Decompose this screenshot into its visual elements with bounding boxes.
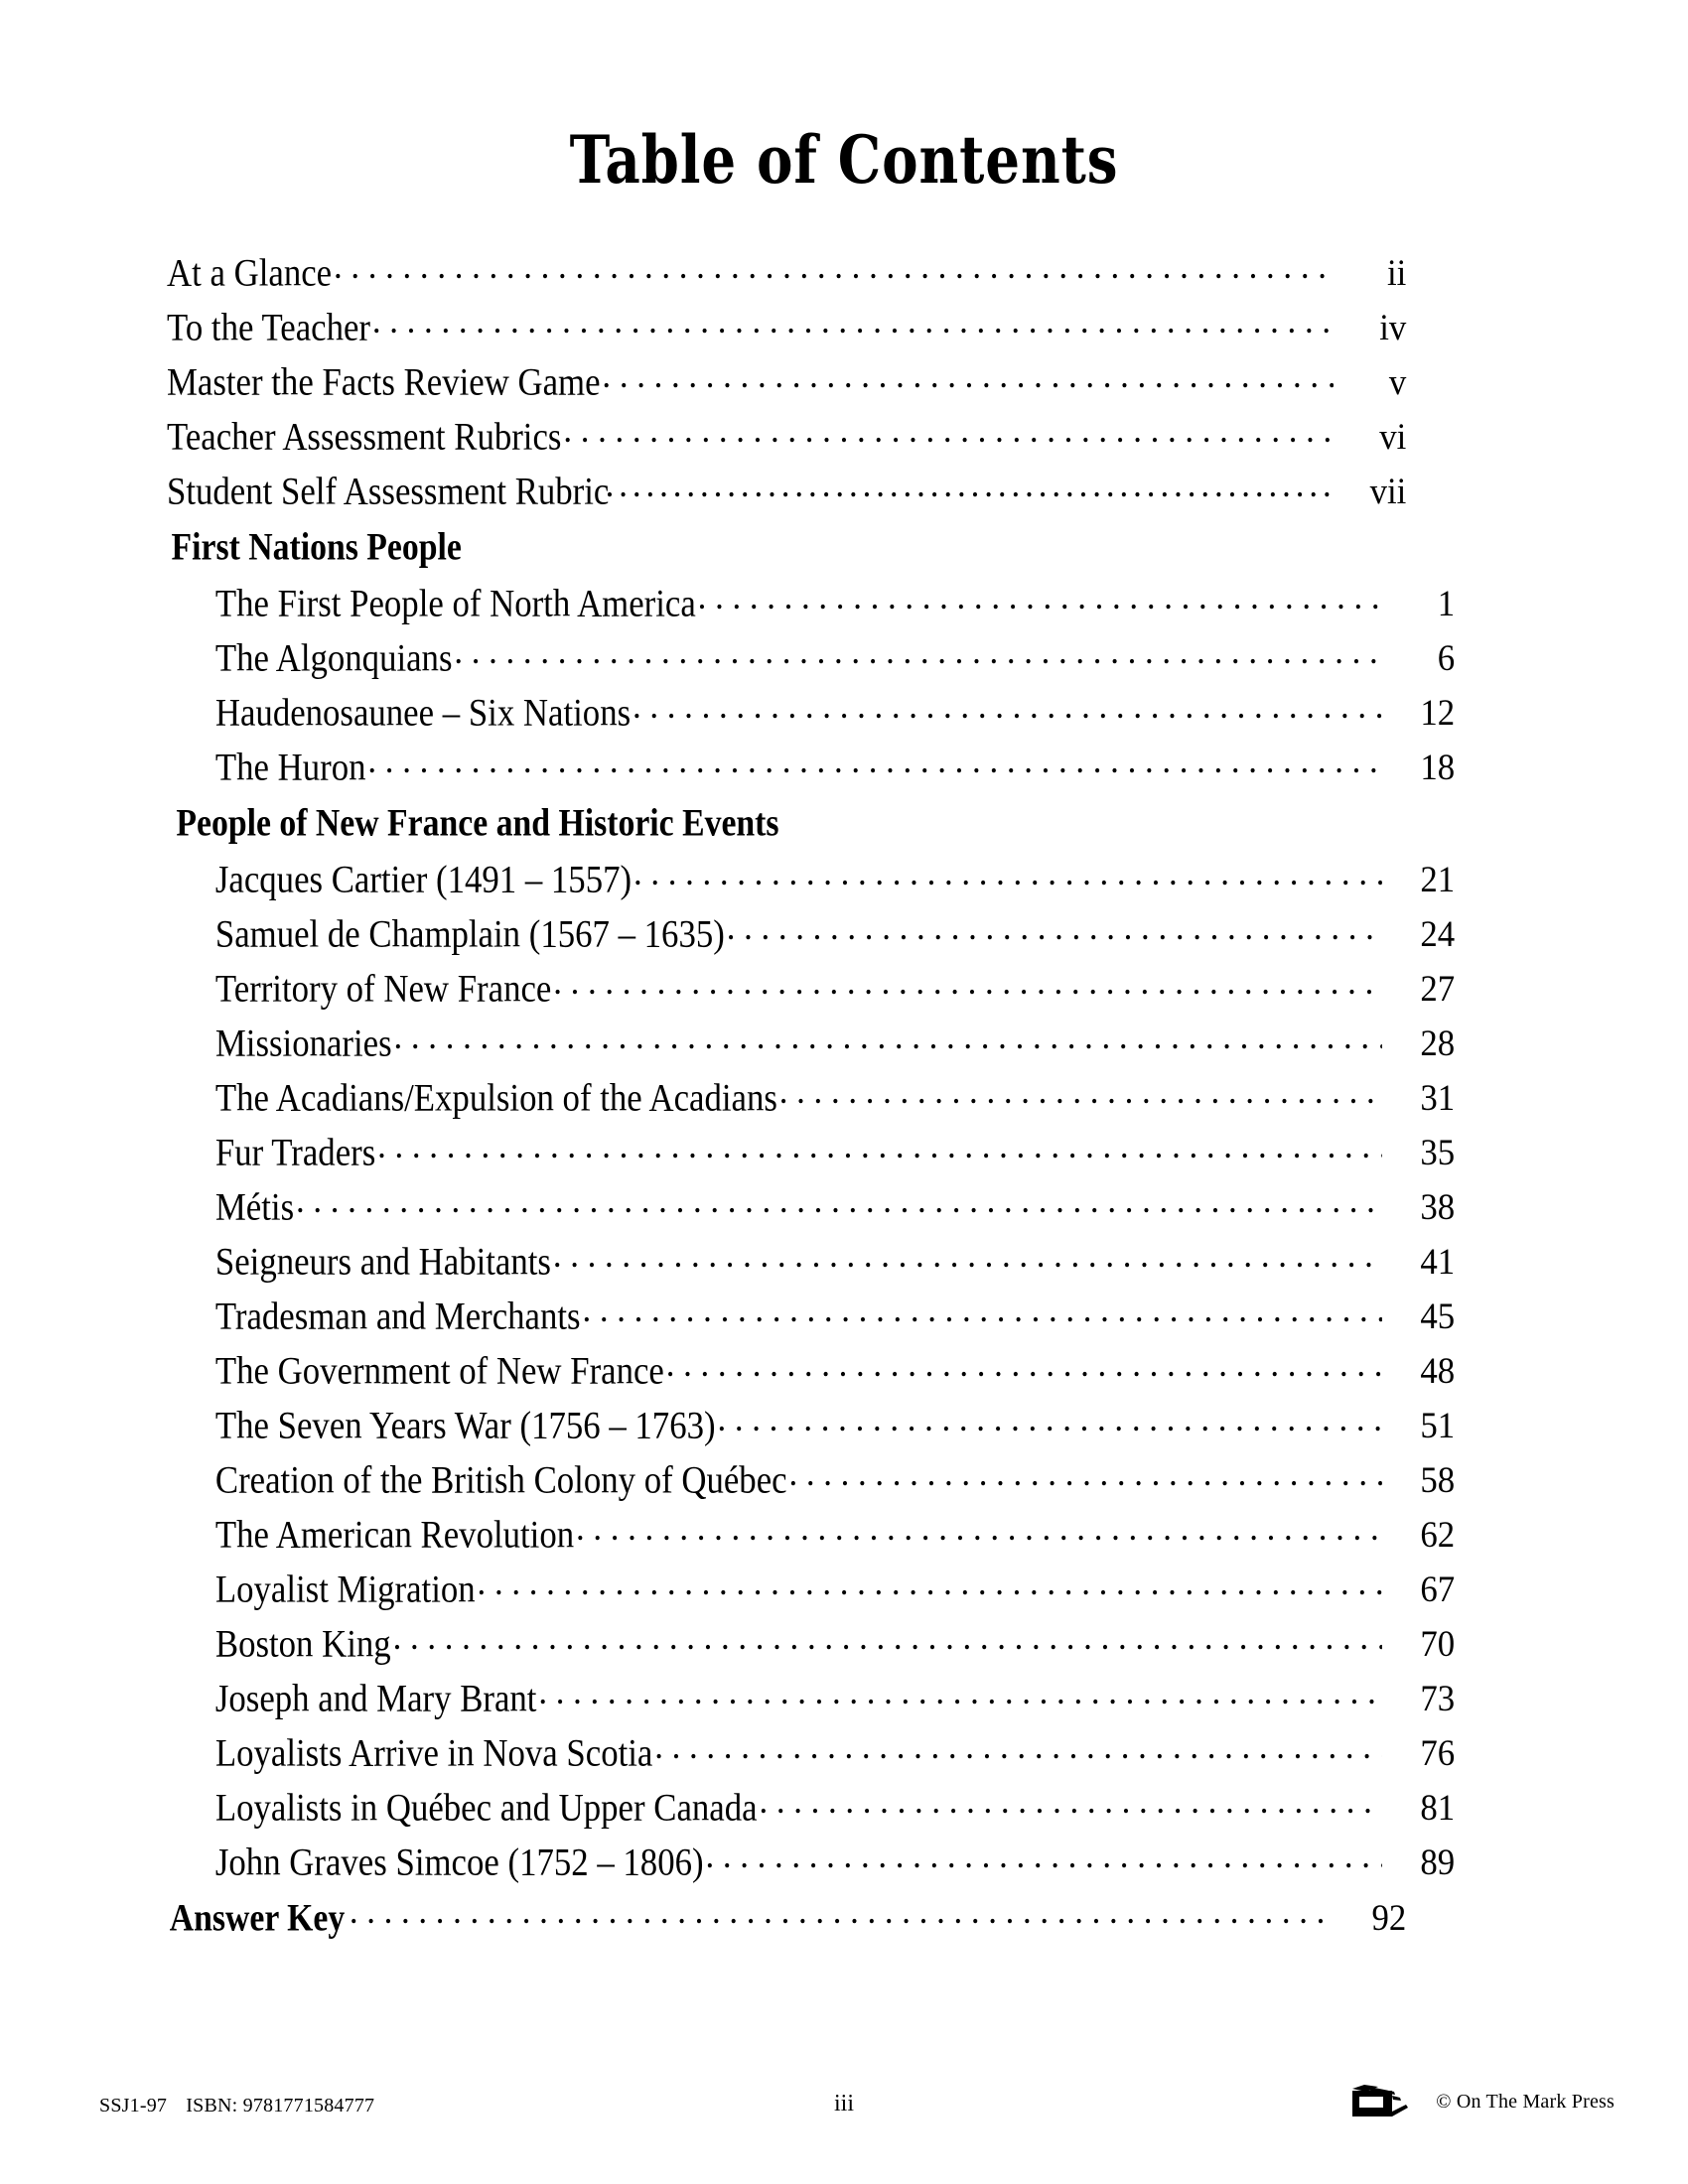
toc-entry-label: Joseph and Mary Brant bbox=[214, 1677, 537, 1721]
on-the-mark-press-logo-icon bbox=[1348, 2081, 1420, 2122]
toc-entry-row[interactable] bbox=[167, 1508, 1455, 1563]
toc-entry-row[interactable] bbox=[167, 1126, 1455, 1180]
toc-entry-page-number: 24 bbox=[1420, 914, 1456, 955]
toc-entry-label: Loyalists in Québec and Upper Canada bbox=[214, 1786, 758, 1831]
toc-entry-label: John Graves Simcoe (1752 – 1806) bbox=[214, 1841, 704, 1885]
dot-leader bbox=[705, 1838, 1381, 1874]
toc-entry-page-number: ii bbox=[1386, 253, 1407, 294]
dot-leader bbox=[334, 248, 1334, 285]
toc-entry-page-number: 70 bbox=[1420, 1624, 1456, 1665]
toc-entry-label: The First People of North America bbox=[214, 582, 696, 626]
toc-entry-label: At a Glance bbox=[167, 251, 333, 296]
toc-front-matter-row[interactable] bbox=[167, 410, 1406, 465]
dot-leader bbox=[576, 1510, 1382, 1547]
toc-entry-label: Student Self Assessment Rubric bbox=[167, 470, 610, 514]
product-code: SSJ1-97 bbox=[99, 2095, 168, 2116]
toc-entry-page-number: 35 bbox=[1420, 1133, 1456, 1173]
dot-leader bbox=[717, 1401, 1381, 1437]
dot-leader bbox=[393, 1619, 1382, 1656]
toc-entry-label: Fur Traders bbox=[214, 1131, 376, 1175]
toc-entry-row[interactable] bbox=[167, 577, 1455, 631]
toc-entry-page-number: 76 bbox=[1420, 1733, 1456, 1774]
toc-entry-label: The Government of New France bbox=[214, 1349, 664, 1394]
dot-leader bbox=[698, 579, 1382, 615]
toc-entry-row[interactable] bbox=[167, 853, 1455, 907]
toc-entry-page-number: 81 bbox=[1420, 1788, 1456, 1829]
table-of-contents-list bbox=[167, 246, 1485, 1948]
dot-leader bbox=[779, 1073, 1382, 1110]
toc-entry-row[interactable] bbox=[167, 1344, 1455, 1399]
toc-entry-label: People of New France and Historic Events bbox=[176, 801, 779, 846]
dot-leader bbox=[478, 1565, 1382, 1601]
toc-entry-page-number: 92 bbox=[1371, 1898, 1407, 1939]
toc-entry-row[interactable] bbox=[167, 962, 1455, 1017]
toc-entry-label: Teacher Assessment Rubrics bbox=[167, 415, 562, 460]
toc-answer-key-row[interactable] bbox=[167, 1890, 1406, 1948]
toc-entry-page-number: 21 bbox=[1420, 860, 1456, 900]
toc-entry-page-number: vii bbox=[1369, 472, 1407, 512]
dot-leader bbox=[372, 303, 1334, 340]
toc-entry-label: Boston King bbox=[214, 1622, 391, 1667]
dot-leader bbox=[602, 357, 1334, 394]
toc-section-heading[interactable] bbox=[167, 795, 1406, 853]
toc-entry-label: Answer Key bbox=[169, 1896, 346, 1941]
dot-leader bbox=[727, 909, 1382, 946]
toc-entry-page-number: 6 bbox=[1437, 638, 1456, 679]
toc-entry-label: The Acadians/Expulsion of the Acadians bbox=[214, 1076, 777, 1121]
toc-entry-label: Loyalists Arrive in Nova Scotia bbox=[214, 1731, 653, 1776]
toc-entry-label: Haudenosaunee – Six Nations bbox=[214, 691, 632, 736]
toc-entry-label: Samuel de Champlain (1567 – 1635) bbox=[214, 912, 725, 957]
toc-entry-page-number: 38 bbox=[1420, 1187, 1456, 1228]
toc-entry-row[interactable] bbox=[167, 1726, 1455, 1781]
toc-entry-page-number: 89 bbox=[1420, 1843, 1456, 1883]
dot-leader bbox=[788, 1455, 1381, 1492]
toc-front-matter-row[interactable] bbox=[167, 465, 1406, 519]
dot-leader bbox=[759, 1783, 1381, 1820]
toc-entry-label: To the Teacher bbox=[167, 306, 371, 350]
dot-leader bbox=[582, 1292, 1381, 1328]
toc-front-matter-row[interactable] bbox=[167, 246, 1406, 301]
toc-entry-row[interactable] bbox=[167, 741, 1455, 795]
dot-leader bbox=[553, 964, 1382, 1001]
toc-entry-row[interactable] bbox=[167, 1290, 1455, 1344]
toc-entry-label: Missionaries bbox=[214, 1022, 392, 1066]
toc-entry-row[interactable] bbox=[167, 1617, 1455, 1672]
toc-entry-label: First Nations People bbox=[171, 525, 462, 570]
dot-leader bbox=[538, 1674, 1382, 1710]
dot-leader bbox=[296, 1182, 1382, 1219]
publisher-credit bbox=[1348, 2081, 1615, 2122]
copyright-text: © On The Mark Press bbox=[1436, 2090, 1615, 2113]
toc-entry-row[interactable] bbox=[167, 1017, 1455, 1071]
toc-entry-row[interactable] bbox=[167, 1235, 1455, 1290]
toc-entry-row[interactable] bbox=[167, 1453, 1455, 1508]
toc-entry-row[interactable] bbox=[167, 1672, 1455, 1726]
dot-leader bbox=[666, 1346, 1382, 1383]
dot-leader bbox=[553, 1237, 1382, 1274]
dot-leader bbox=[654, 1728, 1382, 1765]
toc-entry-row[interactable] bbox=[167, 1071, 1455, 1126]
toc-entry-label: Loyalist Migration bbox=[214, 1568, 476, 1612]
page-footer bbox=[0, 2065, 1688, 2184]
dot-leader bbox=[377, 1128, 1382, 1164]
toc-entry-row[interactable] bbox=[167, 1563, 1455, 1617]
isbn-text: ISBN: 9781771584777 bbox=[186, 2095, 375, 2116]
dot-leader bbox=[606, 467, 1334, 503]
toc-entry-page-number: 18 bbox=[1420, 748, 1456, 788]
toc-entry-row[interactable] bbox=[167, 686, 1455, 741]
dot-leader bbox=[563, 412, 1334, 449]
toc-entry-page-number: 62 bbox=[1420, 1515, 1456, 1556]
toc-entry-label: The American Revolution bbox=[214, 1513, 575, 1558]
toc-entry-page-number: vi bbox=[1379, 417, 1407, 458]
toc-front-matter-row[interactable] bbox=[167, 301, 1406, 355]
dot-leader bbox=[394, 1019, 1382, 1055]
toc-entry-label: The Seven Years War (1756 – 1763) bbox=[214, 1404, 716, 1448]
toc-entry-row[interactable] bbox=[167, 631, 1455, 686]
toc-entry-page-number: 73 bbox=[1420, 1679, 1456, 1719]
toc-entry-page-number: 1 bbox=[1437, 584, 1456, 624]
toc-entry-label: Jacques Cartier (1491 – 1557) bbox=[214, 858, 633, 902]
toc-entry-label: Métis bbox=[214, 1185, 295, 1230]
toc-entry-page-number: 51 bbox=[1420, 1406, 1456, 1446]
toc-entry-row[interactable] bbox=[167, 1781, 1455, 1836]
toc-entry-page-number: 27 bbox=[1420, 969, 1456, 1010]
toc-entry-page-number: iv bbox=[1379, 308, 1407, 348]
toc-entry-row[interactable] bbox=[167, 907, 1455, 962]
toc-entry-page-number: 58 bbox=[1420, 1460, 1456, 1501]
folio-number: iii bbox=[833, 2091, 854, 2116]
page-title: Table of Contents bbox=[569, 121, 1119, 199]
toc-entry-row[interactable] bbox=[167, 1180, 1455, 1235]
toc-entry-page-number: 41 bbox=[1420, 1242, 1456, 1283]
toc-entry-page-number: 45 bbox=[1420, 1297, 1456, 1337]
dot-leader bbox=[454, 633, 1382, 670]
toc-entry-label: The Huron bbox=[214, 746, 366, 790]
toc-entry-label: Tradesman and Merchants bbox=[214, 1295, 581, 1339]
toc-entry-label: Creation of the British Colony of Québec bbox=[214, 1458, 787, 1503]
dot-leader bbox=[633, 688, 1382, 725]
dot-leader bbox=[367, 743, 1381, 779]
toc-section-heading[interactable] bbox=[167, 519, 1406, 577]
dot-leader bbox=[350, 1893, 1334, 1930]
toc-entry-page-number: 48 bbox=[1420, 1351, 1456, 1392]
dot-leader bbox=[633, 855, 1382, 891]
toc-entry-page-number: 31 bbox=[1420, 1078, 1456, 1119]
toc-entry-page-number: 28 bbox=[1420, 1024, 1456, 1064]
toc-entry-page-number: 12 bbox=[1420, 693, 1456, 734]
toc-entry-label: Master the Facts Review Game bbox=[167, 360, 601, 405]
toc-entry-page-number: v bbox=[1388, 362, 1407, 403]
toc-front-matter-row[interactable] bbox=[167, 355, 1406, 410]
toc-entry-page-number: 67 bbox=[1420, 1570, 1456, 1610]
toc-entry-label: The Algonquians bbox=[214, 636, 453, 681]
toc-entry-row[interactable] bbox=[167, 1836, 1455, 1890]
toc-entry-row[interactable] bbox=[167, 1399, 1455, 1453]
toc-entry-label: Seigneurs and Habitants bbox=[214, 1240, 551, 1285]
toc-entry-label: Territory of New France bbox=[214, 967, 552, 1012]
